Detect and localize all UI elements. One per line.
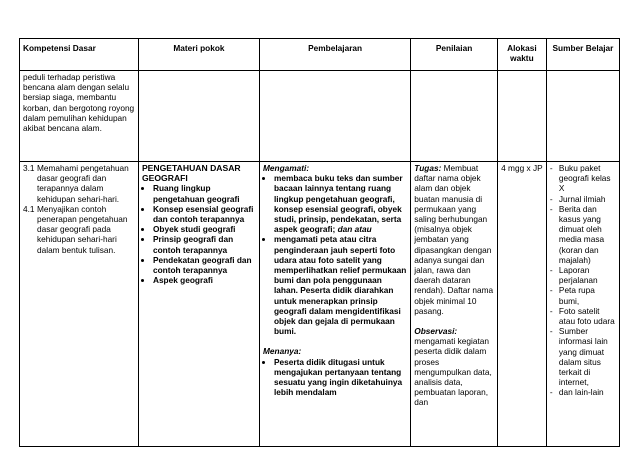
sumber-cell bbox=[546, 162, 619, 447]
syllabus-table bbox=[19, 38, 620, 447]
observasi-text: mengamati kegiatan peserta didik dalam proses mengumpulkan data, analisis data, pembuatan laporan, dan bbox=[414, 336, 492, 408]
mengamati-heading: Mengamati: bbox=[262, 163, 310, 173]
list-item: - Sumber informasi lain yang dimuat dalam situs terkait di internet, bbox=[550, 326, 616, 387]
menanya-list bbox=[263, 357, 407, 398]
tugas-block bbox=[414, 163, 494, 316]
tugas-heading: Tugas: bbox=[414, 163, 442, 173]
kd-cell bbox=[20, 162, 139, 447]
list-item-text: mengamati peta atau citra penginderaan jauh seperti foto udara atau foto satelit yang memperlihatkan relief permukaan bumi dan pola penggunaan lahan. Peserta didik diarahkan untuk menerapkan prinsip geografi dalam mengidentifikasi objek dan gejala di permukaan bumi. bbox=[273, 234, 407, 337]
empty-cell bbox=[411, 71, 498, 162]
list-item: - Foto satelit atau foto udara bbox=[549, 305, 615, 327]
kd-item bbox=[23, 204, 135, 255]
menanya-heading: Menanya: bbox=[262, 346, 302, 357]
list-item: • Prinsip geografi dan contoh terapannya bbox=[153, 234, 256, 254]
header-row bbox=[20, 39, 620, 71]
kd-text: Menyajikan contoh penerapan pengetahuan dasar geografi pada kehidupan sehari-hari dalam bentuk tulisan. bbox=[37, 203, 128, 255]
empty-cell bbox=[259, 71, 410, 162]
empty-cell bbox=[546, 71, 619, 162]
kd-continuation-text: peduli terhadap peristiwa bencana alam dengan selalu bersiap siaga, membantu korban, dan bergotong royong dalam pemulihan kehidupan akibat bencana alam. bbox=[23, 72, 135, 134]
list-item-text: Peta rupa bumi, bbox=[558, 285, 595, 306]
pembelajaran-cell bbox=[259, 162, 410, 447]
materi-cell bbox=[138, 162, 259, 447]
list-item: • Pendekatan geografi dan contoh terapannya bbox=[153, 255, 256, 275]
header-sumber-belajar: Sumber Belajar bbox=[546, 39, 619, 71]
list-item: - Jurnal ilmiah bbox=[549, 193, 606, 204]
list-item-text: Berita dan kasus yang dimuat oleh media masa (koran dan majalah) bbox=[558, 203, 605, 265]
materi-title: PENGETAHUAN DASAR GEOGRAFI bbox=[141, 163, 241, 184]
empty-cell bbox=[497, 71, 546, 162]
list-item-text: Buku paket geografi kelas X bbox=[558, 163, 611, 194]
list-item-text: Jurnal ilmiah bbox=[558, 193, 606, 204]
kd-continuation-cell bbox=[20, 71, 139, 162]
kd-item bbox=[23, 163, 135, 204]
list-item-text: membaca buku teks dan sumber bacaan lainnya tentang ruang lingkup pengetahuan geografi, konsep esensial geografi, obyek studi, prinsip, pendekatan, serta aspek geografi; bbox=[273, 173, 403, 235]
list-item: • Konsep esensial geografi dan contoh terapannya bbox=[153, 204, 256, 224]
list-item: • Aspek geografi bbox=[153, 275, 256, 285]
list-item-text: dan lain-lain bbox=[558, 387, 604, 398]
kd-text: Memahami pengetahuan dasar geografi dan terapannya dalam kehidupan sehari-hari. bbox=[37, 163, 129, 204]
sumber-list bbox=[550, 163, 616, 398]
materi-list bbox=[142, 183, 256, 285]
list-item-text: Laporan perjalanan bbox=[558, 265, 598, 286]
mengamati-list bbox=[263, 173, 407, 336]
list-item: - Laporan perjalanan bbox=[550, 265, 616, 285]
header-pembelajaran: Pembelajaran bbox=[259, 39, 410, 71]
list-item bbox=[274, 173, 407, 234]
kd-list bbox=[23, 163, 135, 255]
alokasi-cell bbox=[497, 162, 546, 447]
list-item bbox=[274, 234, 407, 336]
header-materi-pokok: Materi pokok bbox=[138, 39, 259, 71]
list-item: - dan lain-lain bbox=[549, 387, 604, 398]
empty-cell bbox=[138, 71, 259, 162]
penilaian-cell bbox=[411, 162, 498, 447]
list-item: • Peserta didik ditugasi untuk mengajukan pertanyaan tentang sesuatu yang ingin diketahuinya lebih mendalam bbox=[274, 357, 407, 398]
alokasi-text: 4 mgg x JP bbox=[501, 163, 543, 173]
list-item-text: Sumber informasi lain yang dimuat dalam situs terkait di internet, bbox=[558, 326, 608, 388]
tugas-text: Membuat daftar nama objek alam dan objek buatan manusia di permukaan yang saling berhubungan (misalnya objek jembatan yang dipasangkan dengan adanya sungai dan jalan, rawa dan daerah dataran rendah). Daftar nama objek minimal 10 pasang. bbox=[414, 163, 494, 316]
list-item: • Obyek studi geografi bbox=[153, 224, 256, 234]
kd-number: 3.1 bbox=[23, 163, 35, 173]
table-row bbox=[20, 162, 620, 447]
header-alokasi-waktu: Alokasi waktu bbox=[497, 39, 546, 71]
list-item: - Buku paket geografi kelas X bbox=[550, 163, 616, 194]
observasi-heading: Observasi: bbox=[414, 326, 458, 337]
header-kompetensi-dasar: Kompetensi Dasar bbox=[20, 39, 139, 71]
list-item: - Peta rupa bumi, bbox=[550, 285, 616, 305]
list-item: • Ruang lingkup pengetahuan geografi bbox=[153, 183, 256, 203]
list-item: - Berita dan kasus yang dimuat oleh media masa (koran dan majalah) bbox=[550, 204, 616, 265]
table-row bbox=[20, 71, 620, 162]
list-item-tail: dan atau bbox=[335, 224, 372, 235]
list-item-text: Foto satelit atau foto udara bbox=[558, 305, 615, 327]
kd-number: 4.1 bbox=[23, 203, 35, 214]
header-penilaian: Penilaian bbox=[411, 39, 498, 71]
